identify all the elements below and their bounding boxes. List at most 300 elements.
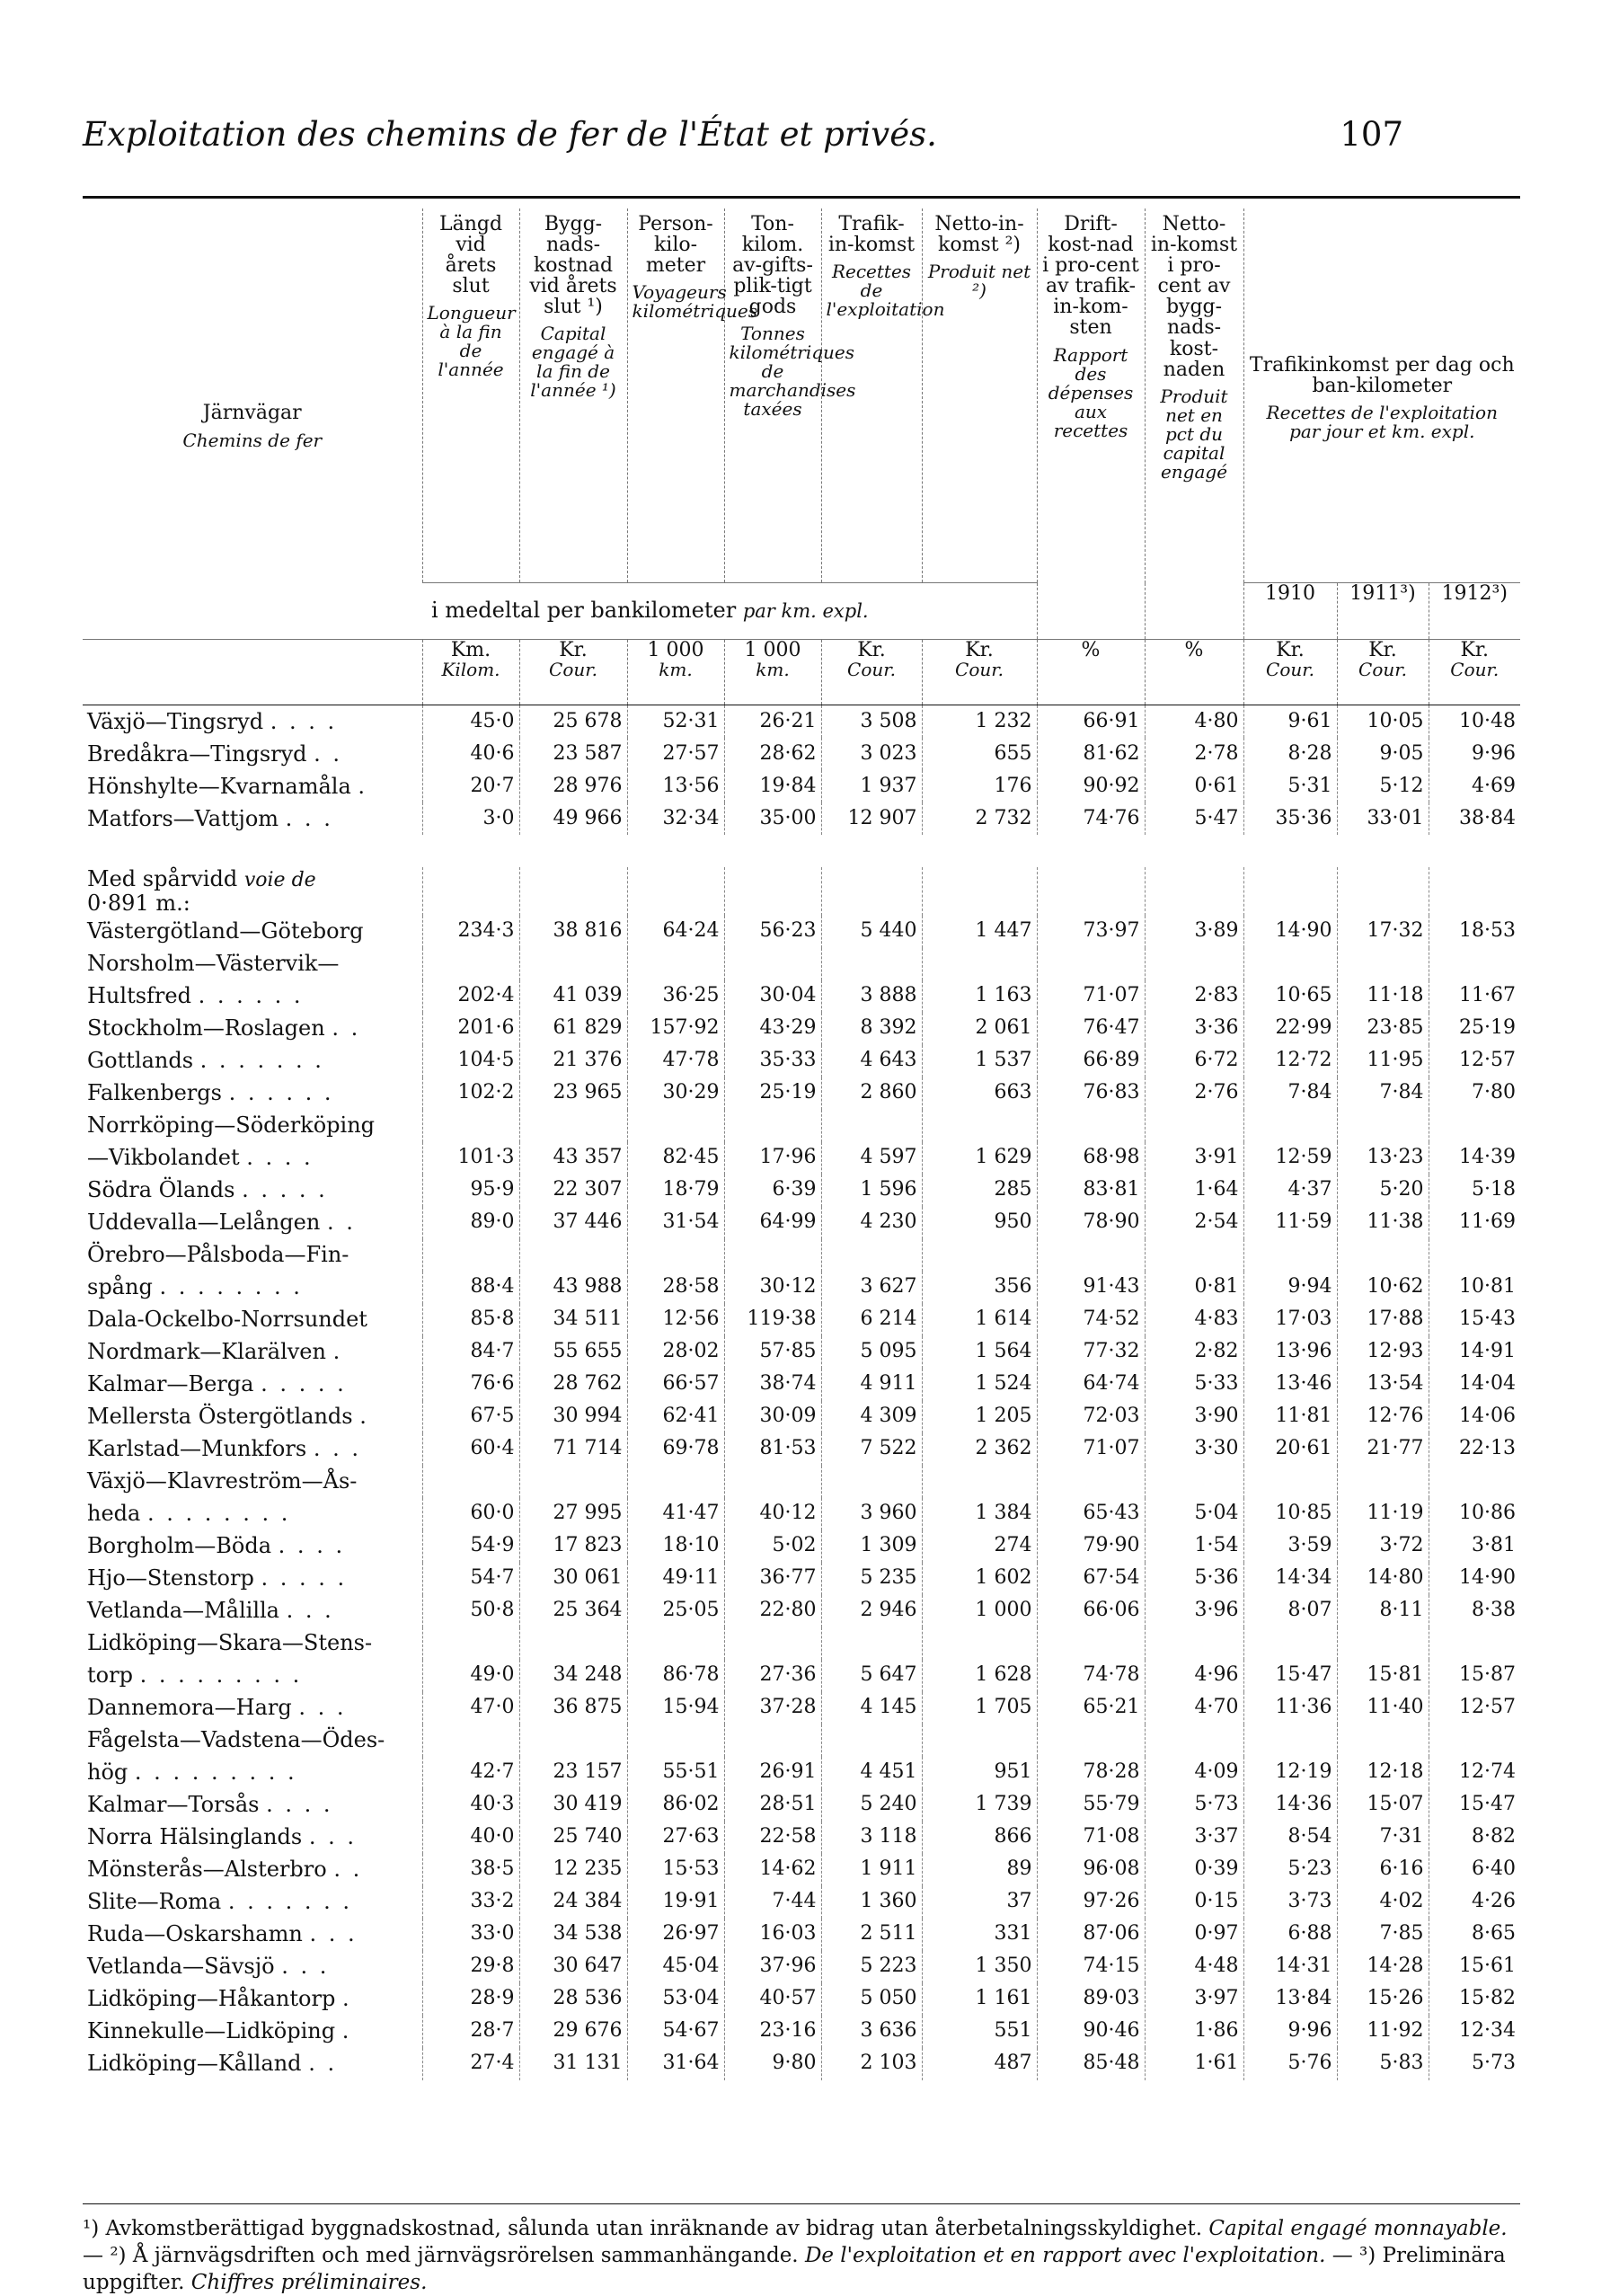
- value-cell: 90·46: [1037, 2016, 1145, 2048]
- value-cell: 4·80: [1145, 705, 1243, 739]
- value-cell: 71·07: [1037, 1433, 1145, 1466]
- value-cell: 1 602: [922, 1563, 1037, 1595]
- leader-dots: . .: [314, 740, 343, 767]
- railway-name: [83, 2016, 422, 2048]
- empty-cell: [422, 1724, 519, 1757]
- empty-cell: [1037, 1239, 1145, 1272]
- railway-name: [83, 1919, 422, 1951]
- value-cell: 9·94: [1243, 1272, 1337, 1304]
- value-cell: 1 911: [821, 1854, 922, 1886]
- value-cell: 12 235: [519, 1854, 627, 1886]
- units-row: [83, 640, 1520, 705]
- leader-dots: .: [358, 773, 368, 799]
- value-cell: 14·31: [1243, 1951, 1337, 1983]
- empty-cell: [422, 1110, 519, 1142]
- value-cell: 8·11: [1337, 1595, 1429, 1627]
- railway-name-text: Uddevalla—Lelången: [87, 1210, 321, 1236]
- value-cell: 2 946: [821, 1595, 922, 1627]
- value-cell: 9·80: [724, 2048, 821, 2080]
- leader-dots: . . .: [281, 1954, 330, 1980]
- empty-cell: [422, 1466, 519, 1498]
- value-cell: 24 384: [519, 1886, 627, 1919]
- table-row: [83, 1530, 1520, 1563]
- railway-name: [83, 1272, 422, 1304]
- value-cell: 2·54: [1145, 1207, 1243, 1239]
- value-cell: 89·0: [422, 1207, 519, 1239]
- empty-cell: [1429, 948, 1520, 980]
- value-cell: 25·19: [724, 1077, 821, 1110]
- value-cell: 5 235: [821, 1563, 922, 1595]
- value-cell: 12·59: [1243, 1142, 1337, 1175]
- value-cell: 22·13: [1429, 1433, 1520, 1466]
- value-cell: 71·08: [1037, 1822, 1145, 1854]
- leader-dots: . .: [308, 2051, 338, 2077]
- railway-name: [83, 1175, 422, 1207]
- table-row: [83, 1951, 1520, 1983]
- value-cell: 55·51: [627, 1757, 724, 1789]
- footnote-3-fr: Chiffres préliminaires.: [190, 2271, 428, 2294]
- value-cell: 17·32: [1337, 916, 1429, 948]
- empty-cell: [519, 1627, 627, 1660]
- value-cell: 104·5: [422, 1045, 519, 1077]
- railway-name-text: Stockholm—Roslagen: [87, 1015, 325, 1042]
- value-cell: 5·33: [1145, 1369, 1243, 1401]
- leader-dots: . . .: [309, 1921, 358, 1947]
- railway-name: [83, 1369, 422, 1401]
- railway-name-text: hög: [87, 1760, 128, 1786]
- empty-cell: [821, 1239, 922, 1272]
- value-cell: 14·06: [1429, 1401, 1520, 1433]
- value-cell: 27·36: [724, 1660, 821, 1692]
- railway-name: [83, 1757, 422, 1789]
- value-cell: 65·43: [1037, 1498, 1145, 1530]
- value-cell: 3·72: [1337, 1530, 1429, 1563]
- value-cell: 0·61: [1145, 770, 1243, 802]
- empty-cell: [1037, 948, 1145, 980]
- value-cell: 11·69: [1429, 1207, 1520, 1239]
- value-cell: 28·7: [422, 2016, 519, 2048]
- value-cell: 17·96: [724, 1142, 821, 1175]
- empty-cell: [922, 948, 1037, 980]
- table-row: [83, 1401, 1520, 1433]
- value-cell: 1 360: [821, 1886, 922, 1919]
- col-header-ton-km: Ton-kilom. av-gifts-plik-tigt gods Tonnes kilométriques de marchandises taxées: [724, 208, 821, 583]
- leader-dots: . .: [332, 1015, 361, 1042]
- value-cell: 13·54: [1337, 1369, 1429, 1401]
- railway-name-text: Vetlanda—Målilla: [87, 1598, 279, 1624]
- value-cell: 60·0: [422, 1498, 519, 1530]
- value-cell: 12·72: [1243, 1045, 1337, 1077]
- railway-name-text: Norra Hälsinglands: [87, 1824, 303, 1850]
- empty-cell: [1337, 1110, 1429, 1142]
- value-cell: 14·39: [1429, 1142, 1520, 1175]
- value-cell: 285: [922, 1175, 1037, 1207]
- value-cell: 10·81: [1429, 1272, 1520, 1304]
- col-header-capital: Bygg-nads-kostnad vid årets slut ¹) Capital engagé à la fin de l'année ¹): [519, 208, 627, 583]
- leader-dots: . . . . . .: [228, 1080, 334, 1106]
- railway-name-text: heda: [87, 1501, 141, 1527]
- value-cell: 4 309: [821, 1401, 922, 1433]
- value-cell: 41 039: [519, 980, 627, 1013]
- value-cell: 16·03: [724, 1919, 821, 1951]
- table-row: [83, 948, 1520, 980]
- railway-name: [83, 1304, 422, 1336]
- value-cell: 21 376: [519, 1045, 627, 1077]
- railway-name: Örebro—Pålsboda—Fin-: [87, 1242, 349, 1268]
- value-cell: 3·90: [1145, 1401, 1243, 1433]
- table-row: [83, 916, 1520, 948]
- value-cell: 17·88: [1337, 1304, 1429, 1336]
- value-cell: 202·4: [422, 980, 519, 1013]
- value-cell: 56·23: [724, 916, 821, 948]
- table-row: [83, 1175, 1520, 1207]
- value-cell: 14·34: [1243, 1563, 1337, 1595]
- value-cell: 5·23: [1243, 1854, 1337, 1886]
- value-cell: 25·19: [1429, 1013, 1520, 1045]
- value-cell: 37: [922, 1886, 1037, 1919]
- unit-cell: Kr. Cour.: [922, 640, 1037, 705]
- value-cell: 78·90: [1037, 1207, 1145, 1239]
- value-cell: 3 888: [821, 980, 922, 1013]
- value-cell: 18·79: [627, 1175, 724, 1207]
- col-header-net-income: Netto-in-komst ²) Produit net ²): [922, 208, 1037, 583]
- table-row: [83, 1660, 1520, 1692]
- value-cell: 81·62: [1037, 738, 1145, 770]
- empty-cell: [821, 1724, 922, 1757]
- value-cell: 3·73: [1243, 1886, 1337, 1919]
- value-cell: 30 061: [519, 1563, 627, 1595]
- value-cell: 7·84: [1243, 1077, 1337, 1110]
- railway-name-text: Falkenbergs: [87, 1080, 222, 1106]
- railway-name-text: Ruda—Oskarshamn: [87, 1921, 303, 1947]
- value-cell: 89: [922, 1854, 1037, 1886]
- value-cell: 15·87: [1429, 1660, 1520, 1692]
- value-cell: 55 655: [519, 1336, 627, 1369]
- page-title: Exploitation des chemins de fer de l'État et privés.: [83, 115, 937, 154]
- value-cell: 49·11: [627, 1563, 724, 1595]
- value-cell: 33·01: [1337, 802, 1429, 835]
- value-cell: 4·26: [1429, 1886, 1520, 1919]
- value-cell: 15·07: [1337, 1789, 1429, 1822]
- value-cell: 8·65: [1429, 1919, 1520, 1951]
- value-cell: 950: [922, 1207, 1037, 1239]
- railway-name: [83, 1207, 422, 1239]
- value-cell: 27·63: [627, 1822, 724, 1854]
- railway-name: [83, 1433, 422, 1466]
- value-cell: 67·5: [422, 1401, 519, 1433]
- value-cell: 4·02: [1337, 1886, 1429, 1919]
- table-row: [83, 1563, 1520, 1595]
- value-cell: 1·54: [1145, 1530, 1243, 1563]
- value-cell: 2 511: [821, 1919, 922, 1951]
- value-cell: 951: [922, 1757, 1037, 1789]
- value-cell: 25·05: [627, 1595, 724, 1627]
- railway-name: [83, 738, 422, 770]
- value-cell: 6·72: [1145, 1045, 1243, 1077]
- value-cell: 1 629: [922, 1142, 1037, 1175]
- leader-dots: . . .: [286, 1598, 334, 1624]
- value-cell: 40·3: [422, 1789, 519, 1822]
- value-cell: 28·58: [627, 1272, 724, 1304]
- value-cell: 13·96: [1243, 1336, 1337, 1369]
- value-cell: 74·52: [1037, 1304, 1145, 1336]
- empty-cell: [1429, 1627, 1520, 1660]
- col-header-daily-income: Trafikinkomst per dag och ban-kilometer Recettes de l'exploitation par jour et km. expl.: [1243, 208, 1520, 583]
- value-cell: 15·47: [1243, 1660, 1337, 1692]
- value-cell: 1 447: [922, 916, 1037, 948]
- railway-name-text: Mönsterås—Alsterbro: [87, 1857, 327, 1883]
- leader-dots: . . .: [313, 1436, 361, 1462]
- empty-cell: [724, 948, 821, 980]
- table-row: [83, 2048, 1520, 2080]
- value-cell: 4·70: [1145, 1692, 1243, 1724]
- value-cell: 76·83: [1037, 1077, 1145, 1110]
- empty-cell: [922, 1627, 1037, 1660]
- value-cell: 77·32: [1037, 1336, 1145, 1369]
- value-cell: 40·12: [724, 1498, 821, 1530]
- value-cell: 14·62: [724, 1854, 821, 1886]
- railway-name-text: Karlstad—Munkfors: [87, 1436, 307, 1462]
- railway-name-text: Borgholm—Böda: [87, 1533, 272, 1559]
- value-cell: 22·80: [724, 1595, 821, 1627]
- value-cell: 3·91: [1145, 1142, 1243, 1175]
- value-cell: 36·77: [724, 1563, 821, 1595]
- col-header-net-pct: Netto-in-komst i pro-cent av bygg-nads-kost-naden Produit net en pct du capital engagé: [1145, 208, 1243, 640]
- unit-cell: Kr. Cour.: [821, 640, 922, 705]
- railway-name-text: Kalmar—Berga: [87, 1371, 254, 1397]
- value-cell: 4·37: [1243, 1175, 1337, 1207]
- railway-name: [83, 1692, 422, 1724]
- table-row: [83, 1692, 1520, 1724]
- value-cell: 76·6: [422, 1369, 519, 1401]
- value-cell: 2·83: [1145, 980, 1243, 1013]
- value-cell: 12·74: [1429, 1757, 1520, 1789]
- railway-name-text: Hjo—Stenstorp: [87, 1565, 254, 1591]
- value-cell: 7·84: [1337, 1077, 1429, 1110]
- railway-name: [83, 916, 422, 948]
- value-cell: 1 161: [922, 1983, 1037, 2016]
- value-cell: 5 240: [821, 1789, 922, 1822]
- value-cell: 22 307: [519, 1175, 627, 1207]
- value-cell: 30·12: [724, 1272, 821, 1304]
- value-cell: 4 230: [821, 1207, 922, 1239]
- value-cell: 12·56: [627, 1304, 724, 1336]
- value-cell: 7·85: [1337, 1919, 1429, 1951]
- value-cell: 30 419: [519, 1789, 627, 1822]
- value-cell: 12·34: [1429, 2016, 1520, 2048]
- value-cell: 3·96: [1145, 1595, 1243, 1627]
- leader-dots: .: [359, 1404, 369, 1430]
- empty-cell: [422, 1239, 519, 1272]
- value-cell: 5 095: [821, 1336, 922, 1369]
- value-cell: 1 384: [922, 1498, 1037, 1530]
- leader-dots: .: [341, 2018, 352, 2044]
- section-break: [83, 835, 1520, 916]
- value-cell: 12·19: [1243, 1757, 1337, 1789]
- value-cell: 10·48: [1429, 705, 1520, 739]
- value-cell: 41·47: [627, 1498, 724, 1530]
- leader-dots: . . . .: [278, 1533, 346, 1559]
- railway-name: [83, 1822, 422, 1854]
- value-cell: 36 875: [519, 1692, 627, 1724]
- value-cell: 2 103: [821, 2048, 922, 2080]
- empty-cell: [1429, 1466, 1520, 1498]
- value-cell: 13·56: [627, 770, 724, 802]
- value-cell: 663: [922, 1077, 1037, 1110]
- railway-name: Fågelsta—Vadstena—Ödes-: [87, 1727, 385, 1753]
- value-cell: 1 350: [922, 1951, 1037, 1983]
- value-cell: 1 739: [922, 1789, 1037, 1822]
- value-cell: 2 362: [922, 1433, 1037, 1466]
- value-cell: 34 511: [519, 1304, 627, 1336]
- table-row: [83, 1854, 1520, 1886]
- empty-cell: [1337, 1724, 1429, 1757]
- value-cell: 5 440: [821, 916, 922, 948]
- empty-cell: [1243, 1466, 1337, 1498]
- empty-cell: [1145, 1110, 1243, 1142]
- value-cell: 27·57: [627, 738, 724, 770]
- value-cell: 35·00: [724, 802, 821, 835]
- gap-cell: [83, 835, 1520, 867]
- railway-name-text: —Vikbolandet: [87, 1145, 240, 1171]
- value-cell: 4·83: [1145, 1304, 1243, 1336]
- railway-name-text: Lidköping—Håkantorp: [87, 1986, 336, 2012]
- value-cell: 71 714: [519, 1433, 627, 1466]
- value-cell: 6·39: [724, 1175, 821, 1207]
- value-cell: 43 988: [519, 1272, 627, 1304]
- value-cell: 3·30: [1145, 1433, 1243, 1466]
- railway-name: [83, 1789, 422, 1822]
- unit-cell: %: [1037, 640, 1145, 705]
- value-cell: 69·78: [627, 1433, 724, 1466]
- value-cell: 82·45: [627, 1142, 724, 1175]
- value-cell: 27·4: [422, 2048, 519, 2080]
- railway-name-text: Gottlands: [87, 1048, 194, 1074]
- value-cell: 8·82: [1429, 1822, 1520, 1854]
- value-cell: 87·06: [1037, 1919, 1145, 1951]
- value-cell: 31·54: [627, 1207, 724, 1239]
- value-cell: 4 911: [821, 1369, 922, 1401]
- empty-cell: [422, 948, 519, 980]
- unit-cell: Kr. Cour.: [519, 640, 627, 705]
- railway-name: [83, 770, 422, 802]
- value-cell: 15·53: [627, 1854, 724, 1886]
- value-cell: 66·91: [1037, 705, 1145, 739]
- value-cell: 28·62: [724, 738, 821, 770]
- railway-name: [83, 1951, 422, 1983]
- railway-name: Växjö—Klavreström—Ås-: [87, 1468, 358, 1494]
- value-cell: 3·81: [1429, 1530, 1520, 1563]
- leader-dots: . . . .: [246, 1145, 314, 1171]
- value-cell: 84·7: [422, 1336, 519, 1369]
- value-cell: 12·76: [1337, 1401, 1429, 1433]
- value-cell: 5·31: [1243, 770, 1337, 802]
- value-cell: 30·09: [724, 1401, 821, 1433]
- value-cell: 68·98: [1037, 1142, 1145, 1175]
- empty-cell: [519, 1110, 627, 1142]
- railway-name: [83, 1401, 422, 1433]
- footnotes: ¹) Avkomstberättigad byggnadskostnad, sålunda utan inräknande av bidrag utan återbetalningsskyldighet. Capital engagé monnayable. — ²) Å järnvägsdriften och med järnvägsrörelsen sammanhängande. De l'exploitation et en rapport avec l'exploitation. — ³) Preliminära uppgifter. Chiffres préliminaires.: [83, 2203, 1520, 2296]
- value-cell: 1 000: [922, 1595, 1037, 1627]
- value-cell: 23·85: [1337, 1013, 1429, 1045]
- value-cell: 38 816: [519, 916, 627, 948]
- value-cell: 11·67: [1429, 980, 1520, 1013]
- table-row: [83, 1822, 1520, 1854]
- value-cell: 74·15: [1037, 1951, 1145, 1983]
- value-cell: 54·67: [627, 2016, 724, 2048]
- railway-name-text: Västergötland—Göteborg: [87, 918, 364, 944]
- value-cell: 36·25: [627, 980, 724, 1013]
- value-cell: 4 451: [821, 1757, 922, 1789]
- value-cell: 30·29: [627, 1077, 724, 1110]
- leader-dots: . . . . .: [261, 1371, 347, 1397]
- value-cell: 25 678: [519, 705, 627, 739]
- value-cell: 6·40: [1429, 1854, 1520, 1886]
- value-cell: 64·99: [724, 1207, 821, 1239]
- value-cell: 3·89: [1145, 916, 1243, 948]
- value-cell: 55·79: [1037, 1789, 1145, 1822]
- railway-name: [83, 2048, 422, 2080]
- value-cell: 2 860: [821, 1077, 922, 1110]
- table-row: [83, 1077, 1520, 1110]
- value-cell: 40·57: [724, 1983, 821, 2016]
- railway-name: Norsholm—Västervik—: [87, 951, 340, 977]
- value-cell: 65·21: [1037, 1692, 1145, 1724]
- value-cell: 96·08: [1037, 1854, 1145, 1886]
- value-cell: 25 740: [519, 1822, 627, 1854]
- value-cell: 2 732: [922, 802, 1037, 835]
- empty-cell: [627, 1466, 724, 1498]
- value-cell: 22·99: [1243, 1013, 1337, 1045]
- value-cell: 14·91: [1429, 1336, 1520, 1369]
- empty-cell: [724, 1239, 821, 1272]
- value-cell: 37·96: [724, 1951, 821, 1983]
- value-cell: 97·26: [1037, 1886, 1145, 1919]
- value-cell: 5·02: [724, 1530, 821, 1563]
- page-number: 107: [1340, 115, 1403, 154]
- table-row: [83, 705, 1520, 739]
- empty-cell: [821, 1466, 922, 1498]
- leader-dots: . .: [333, 1857, 363, 1883]
- value-cell: 2·76: [1145, 1077, 1243, 1110]
- page-header: [83, 115, 1403, 169]
- value-cell: 35·36: [1243, 802, 1337, 835]
- value-cell: 19·84: [724, 770, 821, 802]
- col-header-railway: Järnvägar Chemins de fer: [182, 402, 323, 451]
- value-cell: 9·96: [1243, 2016, 1337, 2048]
- leader-dots: . . .: [298, 1695, 347, 1721]
- value-cell: 3 960: [821, 1498, 922, 1530]
- value-cell: 53·04: [627, 1983, 724, 2016]
- value-cell: 176: [922, 770, 1037, 802]
- col-header-length: Längd vid årets slut Longueur à la fin de l'année: [422, 208, 519, 583]
- value-cell: 1 205: [922, 1401, 1037, 1433]
- value-cell: 0·97: [1145, 1919, 1243, 1951]
- value-cell: 45·04: [627, 1951, 724, 1983]
- value-cell: 11·38: [1337, 1207, 1429, 1239]
- value-cell: 5·83: [1337, 2048, 1429, 2080]
- value-cell: 28·9: [422, 1983, 519, 2016]
- value-cell: 88·4: [422, 1272, 519, 1304]
- value-cell: 7 522: [821, 1433, 922, 1466]
- value-cell: 43 357: [519, 1142, 627, 1175]
- value-cell: 12·57: [1429, 1045, 1520, 1077]
- value-cell: 34 248: [519, 1660, 627, 1692]
- table-row: [83, 1369, 1520, 1401]
- table-row: [83, 1207, 1520, 1239]
- value-cell: 10·62: [1337, 1272, 1429, 1304]
- railway-name: Norrköping—Söderköping: [87, 1113, 376, 1139]
